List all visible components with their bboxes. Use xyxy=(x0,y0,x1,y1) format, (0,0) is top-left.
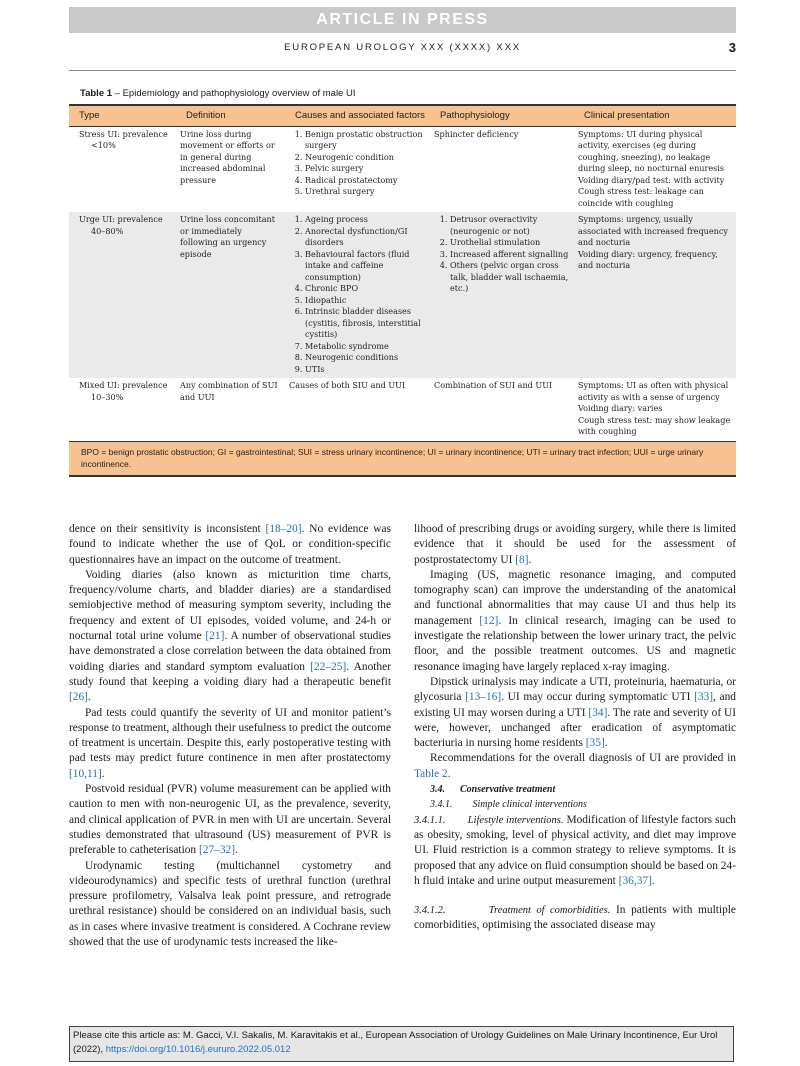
type-prevalence: 10–30% xyxy=(91,391,124,402)
section-title: Conservative treatment xyxy=(460,784,556,796)
reference-link[interactable]: [18–20] xyxy=(265,523,302,535)
cell-definition: Urine loss concomitant or immediately following an urgency episode xyxy=(176,212,285,378)
text: Urodynamic testing (multichannel cystometry and videourodynamics) and specific tests of urethral function (urethral pressure profilometry, Valsalva leak point pressure, and retrograde urethral resistance) should be considered on an individual basis, such as in cases where invasive treatment is considered. A Cochrane review showed that the use of urodynamic tests increased the like- xyxy=(69,859,391,949)
header-type: Type xyxy=(69,105,176,126)
reference-link[interactable]: [36,37] xyxy=(618,874,652,887)
paragraph xyxy=(414,751,736,782)
paragraph xyxy=(69,782,391,858)
section-heading xyxy=(414,782,736,797)
text: . No evidence was found to indicate whether the use of QoL or condition-specific questionnaires have an impact on the outcome of treatment. xyxy=(69,523,391,566)
citation-text: Please cite this article as: M. Gacci, V.I. Sakalis, M. Karavitakis et al., European Association of Urology Guidelines on Male Urinary Incontinence, Eur Urol (2022), xyxy=(73,1030,718,1055)
reference-link[interactable]: [21] xyxy=(205,630,225,643)
cause-item: 3. Behavioural factors (fluid intake and caffeine consumption) xyxy=(305,249,426,284)
text: , and existing UI may worsen during a UTI xyxy=(414,691,736,719)
text: dence on their sensitivity is inconsistent xyxy=(69,523,266,535)
paragraph xyxy=(69,859,391,951)
text: Postvoid residual (PVR) volume measurement can be applied with caution to men with non-neurogenic UI, as the prevalence, severity, and clinical application of PVR in men with UI are uncertain. Several studies demonstrated that ultrasound (US) measurement of PVR is preferable to catheterisation xyxy=(69,783,391,857)
doi-link[interactable]: https://doi.org/10.1016/j.eururo.2022.05.012 xyxy=(105,1044,291,1055)
text: . xyxy=(235,844,238,857)
text: . In clinical research, imaging can be used to investigate the relationship between the lower urinary tract, the pelvic floor, and the possible treatment outcomes. US and magnetic resonance imaging have largely replaced x-ray imaging. xyxy=(414,614,736,673)
cause-item: 7. Metabolic syndrome xyxy=(305,341,426,353)
table-footnote: BPO = benign prostatic obstruction; GI = gastrointestinal; SUI = stress urinary incontinence; UI = urinary incontinence; UTI = urinary tract infection; UUI = urge urinary incontinence. xyxy=(69,441,736,476)
right-column xyxy=(414,522,736,934)
text: Recommendations for the overall diagnosis of UI are provided in xyxy=(430,752,736,765)
table-row xyxy=(69,378,736,441)
paragraph xyxy=(69,706,391,782)
cell-type xyxy=(69,126,176,212)
type-label: Stress UI: prevalence xyxy=(79,128,168,139)
paragraph xyxy=(69,568,391,706)
cause-item: 4. Radical prostatectomy xyxy=(305,175,426,187)
text: lihood of prescribing drugs or avoiding surgery, while there is limited evidence that it should be used for the assessment of postprostatectomy UI xyxy=(414,523,736,566)
reference-link[interactable]: [27–32] xyxy=(198,844,236,857)
subsubsection-label: 3.4.1.2. Treatment of comorbidities. xyxy=(414,905,611,917)
clinical-line: Voiding diary: varies xyxy=(578,403,663,413)
cause-item: 8. Neurogenic conditions xyxy=(305,352,426,364)
cell-causes xyxy=(285,126,430,212)
paragraph xyxy=(414,522,736,568)
reference-link[interactable]: [26] xyxy=(69,691,88,704)
cause-item: 5. Idiopathic xyxy=(305,295,426,307)
text: . UI may occur during symptomatic UTI xyxy=(501,691,695,704)
cause-item: 1. Ageing process xyxy=(305,214,426,226)
reference-link[interactable]: [22–25] xyxy=(310,660,347,673)
paragraph xyxy=(69,522,391,568)
type-prevalence: 40–80% xyxy=(91,225,124,236)
header-definition: Definition xyxy=(176,105,285,126)
table-footnote-row xyxy=(69,441,736,476)
text: . xyxy=(604,737,608,750)
page-number: 3 xyxy=(728,40,736,55)
text: In patients with multiple comorbidities, optimising the associated disease may xyxy=(414,904,736,932)
cell-pathophysiology: Sphincter deficiency xyxy=(434,128,519,139)
cell-pathophysiology: Combination of SUI and UUI xyxy=(434,380,553,390)
reference-link[interactable]: [10,11] xyxy=(69,767,102,780)
clinical-line: Cough stress test: leakage can coincide with coughing xyxy=(578,186,704,208)
paragraph xyxy=(414,568,736,675)
text: . The rate and severity of UI were, however, unchanged after eradication of asymptomatic bacteriuria in nursing home residents xyxy=(414,706,736,750)
cause-item: 2. Anorectal dysfunction/GI disorders xyxy=(305,226,426,249)
table-2-link[interactable]: Table 2 xyxy=(414,767,448,780)
text: Dipstick urinalysis may indicate a UTI, proteinuria, haematuria, or glycosuria xyxy=(414,675,736,704)
reference-link[interactable]: [33] xyxy=(694,691,714,704)
header-causes: Causes and associated factors xyxy=(285,105,430,126)
subsection-heading: 3.4.1. Simple clinical interventions xyxy=(430,799,587,811)
table-label: Table 1 xyxy=(80,88,113,99)
type-label: Mixed UI: prevalence xyxy=(79,380,168,390)
clinical-line: Symptoms: UI as often with physical activity as with a sense of urgency xyxy=(578,380,729,402)
cause-item: 4. Chronic BPO xyxy=(305,283,426,295)
cell-definition: Urine loss during movement or efforts or in general during increased abdominal pressure xyxy=(180,128,275,185)
text: . xyxy=(447,767,451,780)
type-prevalence: <10% xyxy=(91,140,116,150)
text: Modification of lifestyle factors such as obesity, smoking, level of physical activity, and diet may improve UI. Fluid restriction is a common strategy to relieve symptoms. It is proposed that any advice on fluid consumption should be based on 24-h fluid intake and urine output measurement xyxy=(414,813,736,887)
paragraph xyxy=(414,903,736,934)
running-head: EUROPEAN UROLOGY XXX (XXXX) XXX xyxy=(284,42,521,53)
clinical-line: Symptoms: UI during physical activity, exercises (eg during coughing, sneezing), no leakage during sleep, no nocturnal enuresis xyxy=(578,128,725,173)
cell-causes xyxy=(285,212,430,378)
table-caption-text: – Epidemiology and pathophysiology overview of male UI xyxy=(112,88,356,99)
cell-clinical xyxy=(574,378,736,441)
cause-item: 3. Pelvic surgery xyxy=(305,163,426,175)
table-caption xyxy=(80,88,355,99)
text: Imaging (US, magnetic resonance imaging, and computed tomography scan) can improve the understanding of the anatomical and functional abnormalities that may cause UI and thus help its management xyxy=(414,568,736,627)
reference-link[interactable]: [8] xyxy=(515,553,529,566)
cause-item: 5. Urethral surgery xyxy=(305,186,426,198)
table-1 xyxy=(69,104,736,477)
text: Pad tests could quantify the severity of UI and monitor patient’s response to treatment, although their usefulness to predict the outcome of treatment is uncertain. Despite this, early postoperative testing with pad tests may predict future continence in men after prostatectomy xyxy=(69,706,392,765)
clinical-line: Symptoms: urgency, usually associated with increased frequency and nocturia xyxy=(578,214,728,247)
subsubsection-label: 3.4.1.1. Lifestyle interventions. xyxy=(414,814,564,826)
cell-type xyxy=(69,212,176,378)
cell-type xyxy=(69,378,176,441)
text: Voiding diaries (also known as micturition time charts, frequency/volume charts, and bladder diaries) are a standardised semiobjective method of measuring symptom severity, including the frequency and extent of UI episodes, voided volume, and 24-h or nocturnal total urine volume xyxy=(69,568,391,643)
cell-clinical xyxy=(574,212,736,378)
patho-item: 1. Detrusor overactivity (neurogenic or not) xyxy=(450,214,570,237)
patho-item: 4. Others (pelvic organ cross talk, bladder wall ischaemia, etc.) xyxy=(450,260,570,295)
reference-link[interactable]: [34] xyxy=(588,706,608,719)
cause-item: 9. UTIs xyxy=(305,364,426,376)
text: . xyxy=(651,874,655,887)
text: . A number of observational studies have demonstrated a close correlation between the data obtained from voiding diaries and standard symptom evaluation xyxy=(69,630,391,673)
reference-link[interactable]: [12] xyxy=(479,614,499,627)
left-column xyxy=(69,522,391,950)
cause-item: 6. Intrinsic bladder diseases (cystitis, fibrosis, interstitial cystitis) xyxy=(305,306,426,341)
cell-pathophysiology xyxy=(430,212,574,378)
paragraph xyxy=(414,813,736,889)
paragraph xyxy=(414,675,736,751)
clinical-line: Cough stress test: may show leakage with coughing xyxy=(578,414,731,436)
section-number: 3.4. xyxy=(430,784,445,796)
header-rule xyxy=(69,70,736,71)
reference-link[interactable]: [13–16] xyxy=(465,691,502,704)
table-row xyxy=(69,126,736,212)
cause-item: 2. Neurogenic condition xyxy=(305,152,426,164)
type-label: Urge UI: prevalence xyxy=(79,214,163,224)
citation-box xyxy=(69,1026,734,1062)
patho-item: 2. Urothelial stimulation xyxy=(450,237,570,249)
clinical-line: Voiding diary: urgency, frequency, and nocturia xyxy=(578,248,718,270)
patho-item: 3. Increased afferent signalling xyxy=(450,249,570,261)
header-clinical-presentation: Clinical presentation xyxy=(574,105,736,126)
text: . Another study found that keeping a voiding diary had a therapeutic benefit xyxy=(69,660,391,688)
article-in-press-banner: ARTICLE IN PRESS xyxy=(69,7,736,33)
text: . xyxy=(87,691,91,704)
text: . xyxy=(101,767,105,780)
text: . xyxy=(528,553,532,566)
header-pathophysiology: Pathophysiology xyxy=(430,105,574,126)
cell-definition: Any combination of SUI and UUI xyxy=(180,380,278,402)
clinical-line: Voiding diary/pad test: with activity xyxy=(578,174,725,185)
cause-item: 1. Benign prostatic obstruction surgery xyxy=(305,129,426,152)
cell-clinical xyxy=(574,126,736,212)
table-header-row xyxy=(69,105,736,126)
reference-link[interactable]: [35] xyxy=(585,737,605,750)
table-row xyxy=(69,212,736,378)
cell-causes: Causes of both SIU and UUI xyxy=(289,380,406,390)
